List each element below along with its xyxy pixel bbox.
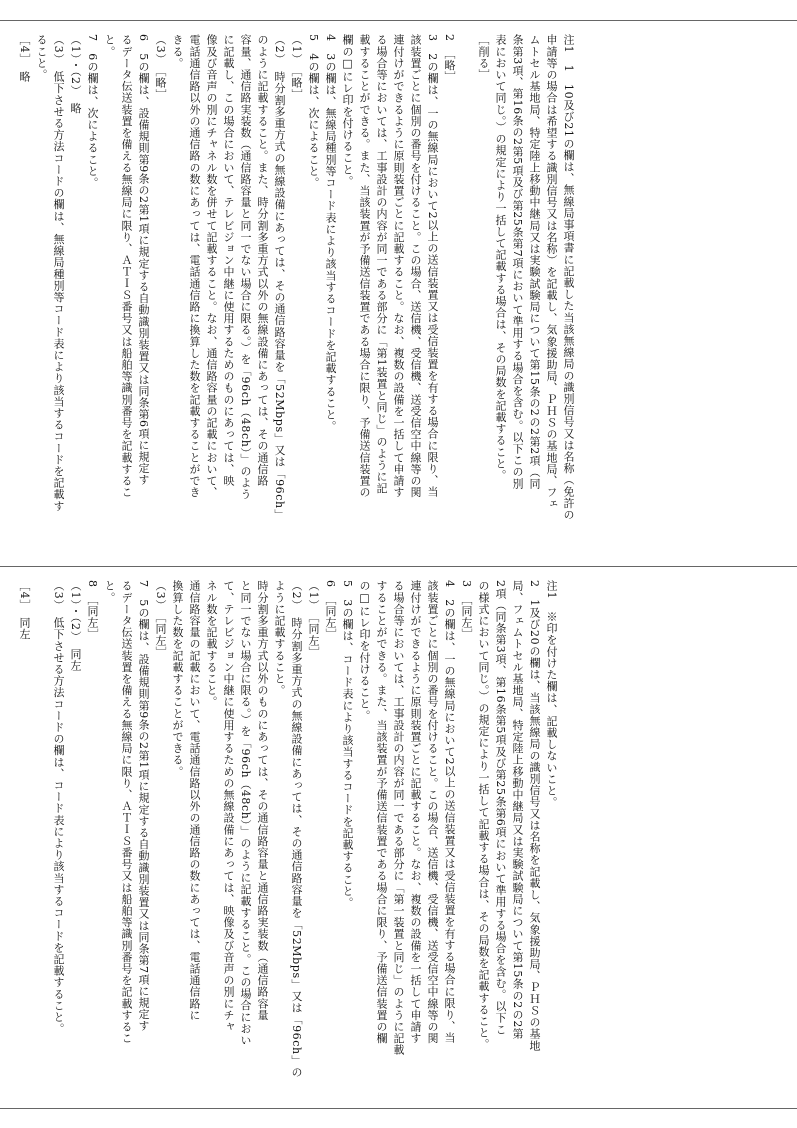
- top_panel-line: 電話通信路以外の通信路の数にあっては、電話通信路に換算した数を記載することができ: [188, 34, 201, 498]
- bottom_panel-line: 4 2の欄は、一の無線局において2以上の送信装置又は受信装置を有する場合に限り、当: [443, 580, 456, 1044]
- bottom_panel-line: することができる。また、当該装置が予備送信装置である場合に限り、予備送信装置の欄: [375, 580, 388, 1044]
- top_panel-line: ムトセル基地局、特定陸上移動中継局又は実験試験局について第15条の2の2第2項（同: [528, 34, 541, 490]
- top_panel-line: （1）・（2） 略: [69, 34, 82, 114]
- middle-divider: [0, 566, 797, 567]
- top_panel-line: （2） 時分割多重方式の無線設備にあっては、その通信路容量を「52Mbps」又は「96ch」: [273, 34, 286, 521]
- bottom_panel-line: ［4］ 同左: [18, 580, 31, 641]
- top_panel-line: 載することができる。また、当該装置が予備送信装置である場合に限り、予備送信装置の: [358, 34, 371, 498]
- top_panel-line: （3） 低下させる方法コードの欄は、無線局種別等コード表により該当するコードを記載す: [52, 34, 65, 512]
- top_panel-line: [458, 34, 475, 556]
- top_panel-line: 3 2の欄は、一の無線局において2以上の送信装置又は受信装置を有する場合に限り、当: [426, 34, 439, 498]
- bottom_panel-line: の様式において同じ。）の規定により一括して記載する場合は、その局数を記載すること。: [477, 580, 490, 1051]
- bottom_panel-line: （1）・（2） 同左: [69, 580, 82, 672]
- bottom_panel-line: 7 5の欄は、設備規則第9条の2第1項に規定する自動識別装置又は同条第7項に規定す: [137, 580, 150, 1032]
- bottom_panel-line: （3） 低下させる方法コードの欄は、コード表により該当するコードを記載すること。: [52, 580, 65, 1035]
- top-border: [0, 20, 797, 21]
- bottom_panel-line: （2） 時分割多重方式の無線設備にあっては、その通信路容量を「52Mbps」又は「96ch」の: [290, 580, 303, 1078]
- top_panel-line: 連付けができるように原則装置ごとに記載すること。なお、複数の設備を一括して申請す: [392, 34, 405, 498]
- top_panel-line: る場合等においては、工事設計の内容が同一である部分に「第1装置と同じ」のように記: [375, 34, 388, 494]
- bottom_panel-line: [33, 580, 50, 1100]
- bottom_panel-line: （1） ［同左］: [307, 580, 320, 658]
- top_panel-line: ること。: [35, 34, 48, 81]
- top_panel-line: のように記載すること。また、時分割多重方式以外の無線設備にあっては、その通信路: [256, 34, 269, 487]
- top_panel-line: 注1 1 10及び21の欄は、無線局事項書に記載した当該無線局の識別信号又は名称（免許の: [562, 34, 575, 521]
- current-notes: [16, 580, 560, 1100]
- bottom_panel-line: 2 1及び20の欄は、当該無線局の識別信号又は名称を記載し、気象援助局、ＰＨＳの基地: [528, 580, 541, 1052]
- top_panel-line: 5 4の欄は、次によること。: [307, 34, 320, 189]
- bottom_panel-line: と。: [103, 580, 116, 604]
- top_panel-line: 6 5の欄は、設備規則第9条の2第1項に規定する自動識別装置又は同条第6項に規定す: [137, 34, 150, 486]
- top_panel-line: 欄の□にレ印を付けること。: [341, 34, 354, 187]
- bottom_panel-line: の□にレ印を付けること。: [358, 580, 371, 722]
- top_panel-line: きる。: [171, 34, 184, 69]
- bottom_panel-line: るデータ伝送装置を備える無線局に限り、ＡＴＩＳ番号又は船舶等識別番号を記載するこ: [120, 580, 133, 1044]
- bottom_panel-line: 該装置ごとに個別の番号を付けること。この場合、送信機、受信機、送受信空中線等の関: [426, 580, 439, 1044]
- top_panel-line: ［削る］: [477, 34, 490, 81]
- bottom_panel-line: ように記載すること。: [273, 580, 286, 696]
- bottom_panel-line: ネル数を記載すること。: [205, 580, 218, 708]
- bottom_panel-line: 連付けができるように原則装置ごとに記載すること。なお、複数の設備を一括して申請す: [409, 580, 422, 1044]
- top_panel-line: 4 3の欄は、無線局種別等コード表により該当するコードを記載すること。: [324, 34, 337, 432]
- bottom_panel-line: て、テレビジョン中継に使用するための無線設備にあっては、映像及び音声の別にチャ: [222, 580, 235, 1033]
- revised-text-panel: [16, 34, 776, 556]
- top_panel-line: 申請等の場合は希望する識別信号又は名称）を記載し、気象援助局、ＰＨＳの基地局、フェ: [545, 34, 558, 510]
- revised-notes: [16, 34, 577, 556]
- bottom_panel-line: 8 ［同左］: [86, 580, 99, 641]
- top_panel-line: 像及び音声の別にチャネル数を併せて記載すること。なお、通信路容量の記載において、: [205, 34, 218, 498]
- bottom_panel-line: 2項（同条第3項、第16条第5項及び第25条第6項において準用する場合を含む。以下こ: [494, 580, 507, 1036]
- bottom_panel-line: 3 ［同左］: [460, 580, 473, 641]
- top_panel-line: 該装置ごとに個別の番号を付けること。この場合、送信機、受信機、送受信空中線等の関: [409, 34, 422, 498]
- bottom_panel-line: 時分割多重方式以外のものにあっては、その通信路容量と通信路実装数（通信路容量: [256, 580, 269, 1021]
- top_panel-line: 容量、通信路実装数（通信路容量と同一でない場合に限る。）を「96ch（48ch）」のよう: [239, 34, 252, 500]
- bottom-border: [0, 1108, 797, 1109]
- top_panel-line: 2 ［略］: [443, 34, 456, 83]
- bottom_panel-line: 注1 ※印を付けた欄は、記載しないこと。: [545, 580, 558, 808]
- current-text-panel: [16, 580, 776, 1100]
- top_panel-line: 表において同じ。）の規定により一括して記載する場合は、その局数を記載すること。: [494, 34, 507, 481]
- bottom_panel-line: る場合等においては、工事設計の内容が同一である部分に「第一装置と同じ」のように記載: [392, 580, 405, 1056]
- top_panel-line: と。: [103, 34, 116, 58]
- bottom_panel-line: 局、フェムトセル基地局、特定陸上移動中継局又は実験試験局について第15条の2の2第: [511, 580, 524, 1040]
- top_panel-line: に記載し、この場合において、テレビジョン中継に使用するためのものにあっては、映: [222, 34, 235, 487]
- top_panel-line: ［4］ 略: [18, 34, 31, 83]
- top_panel-line: （3） ［略］: [154, 34, 167, 101]
- top_panel-line: るデータ伝送装置を備える無線局に限り、ＡＴＩＳ番号又は船舶等識別番号を記載するこ: [120, 34, 133, 498]
- top_panel-line: （1） ［略］: [290, 34, 303, 101]
- top_panel-line: 7 6の欄は、次によること。: [86, 34, 99, 189]
- bottom_panel-line: と同一でない場合に限る。）を「96ch（48ch）」のように記載すること。この場合におい: [239, 580, 252, 1046]
- bottom_panel-line: 5 3の欄は、コード表により該当するコードを記載すること。: [341, 580, 354, 909]
- bottom_panel-line: （3） ［同左］: [154, 580, 167, 658]
- top_panel-line: 条第3項、第16条の2第5項及び第25条第7項において準用する場合を含む。以下この別: [511, 34, 524, 490]
- bottom_panel-line: 換算した数を記載することができる。: [171, 580, 184, 778]
- bottom_panel-line: 6 ［同左］: [324, 580, 337, 641]
- bottom_panel-line: 通信路容量の記載において、電話通信路以外の通信路の数にあっては、電話通信路に: [188, 580, 201, 1021]
